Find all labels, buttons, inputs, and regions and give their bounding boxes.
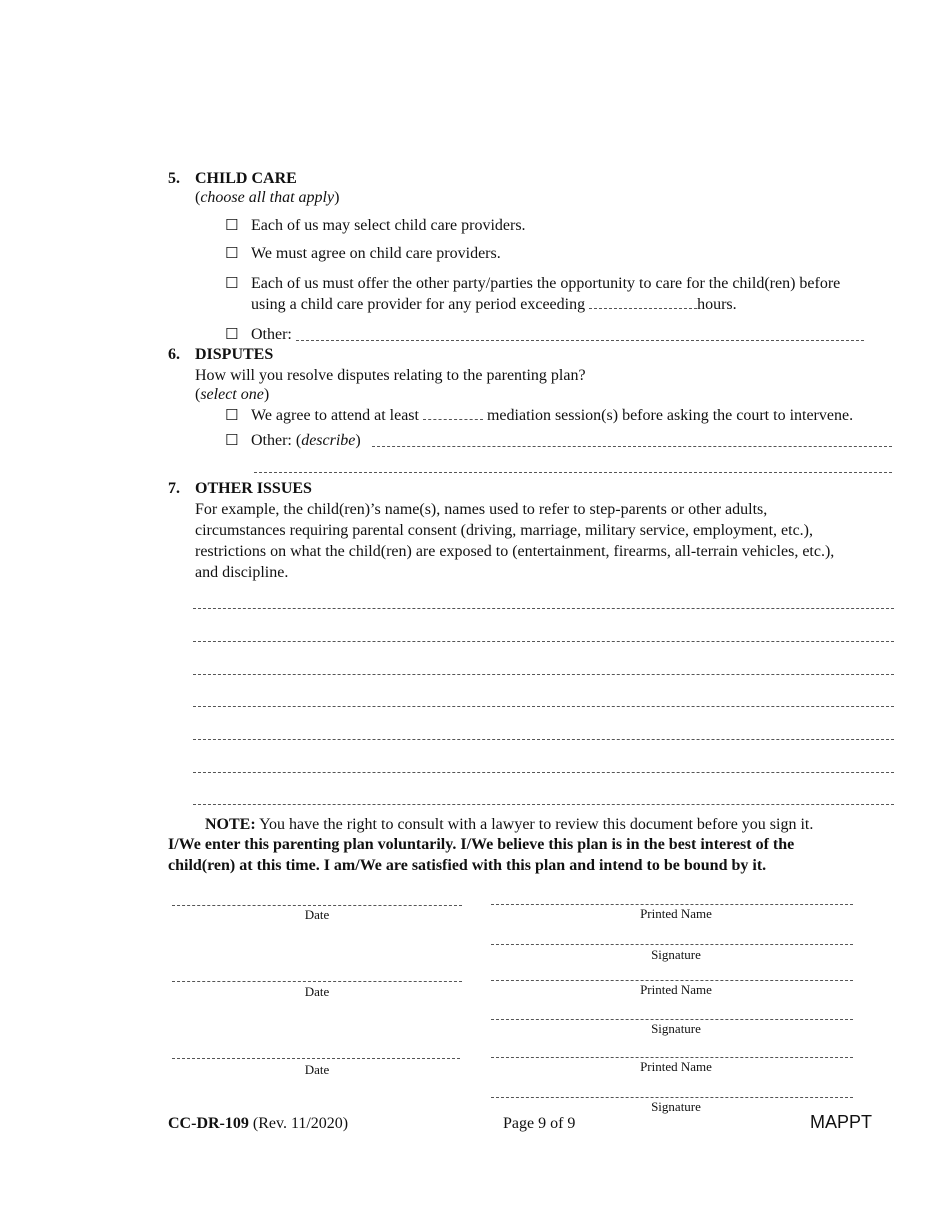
date-field-3[interactable] xyxy=(172,1058,460,1059)
signature-field-1[interactable] xyxy=(491,944,853,945)
section-7-description-line4: and discipline. xyxy=(195,564,289,581)
printed-name-label-2: Printed Name xyxy=(640,982,712,997)
signature-field-2[interactable] xyxy=(491,1019,853,1020)
option-disputes-other-label: Other: (describe) xyxy=(251,432,361,449)
footer-page-number: Page 9 of 9 xyxy=(503,1115,576,1132)
signature-label-1: Signature xyxy=(651,947,701,962)
checkbox-select-providers[interactable]: ☐ xyxy=(225,216,239,234)
option-select-providers-label: Each of us may select child care providers. xyxy=(251,217,526,234)
disputes-other-field-line2[interactable] xyxy=(254,472,892,473)
mediation-sessions-field[interactable] xyxy=(423,405,483,420)
option-offer-care-line2: using a child care provider for any period exceeding hours. xyxy=(251,296,737,313)
date-label-1: Date xyxy=(304,907,330,922)
printed-name-field-3[interactable] xyxy=(491,1057,853,1058)
note-text: NOTE: You have the right to consult with a lawyer to review this document before you sign it. xyxy=(205,816,814,833)
checkbox-agree-providers[interactable]: ☐ xyxy=(225,244,239,262)
other-issues-line[interactable] xyxy=(193,674,894,675)
childcare-other-field[interactable] xyxy=(296,340,864,341)
section-6-instruction: (select one) xyxy=(195,386,270,403)
option-agree-providers-label: We must agree on child care providers. xyxy=(251,245,501,262)
section-6-title: DISPUTES xyxy=(195,346,274,363)
option-childcare-other-label: Other: xyxy=(251,326,292,343)
disputes-other-field[interactable] xyxy=(372,446,892,447)
other-issues-line[interactable] xyxy=(193,608,894,609)
section-7-number: 7. xyxy=(168,480,180,497)
checkbox-offer-care[interactable]: ☐ xyxy=(225,274,239,292)
statement-line1: I/We enter this parenting plan voluntarily. I/We believe this plan is in the best interest of the xyxy=(168,836,795,853)
footer-form-id: CC-DR-109 (Rev. 11/2020) xyxy=(168,1115,349,1132)
section-7-description-line3: restrictions on what the child(ren) are exposed to (entertainment, firearms, all-terrain vehicles, etc.), xyxy=(195,543,835,560)
date-field-2[interactable] xyxy=(172,981,462,982)
other-issues-line[interactable] xyxy=(193,772,894,773)
statement-line2: child(ren) at this time. I am/We are satisfied with this plan and intend to be bound by it. xyxy=(168,857,767,874)
footer-form-code: MAPPT xyxy=(810,1112,873,1132)
section-5-number: 5. xyxy=(168,170,180,187)
section-6-question: How will you resolve disputes relating to the parenting plan? xyxy=(195,367,586,384)
other-issues-line[interactable] xyxy=(193,804,894,805)
date-label-2: Date xyxy=(304,984,330,999)
printed-name-label-1: Printed Name xyxy=(640,906,712,921)
printed-name-field-1[interactable] xyxy=(491,904,853,905)
section-5-title: CHILD CARE xyxy=(195,170,297,187)
section-7-description-line1: For example, the child(ren)’s name(s), names used to refer to step-parents or other adults, xyxy=(195,501,768,518)
checkbox-disputes-other[interactable]: ☐ xyxy=(225,431,239,449)
other-issues-line[interactable] xyxy=(193,706,894,707)
printed-name-field-2[interactable] xyxy=(491,980,853,981)
other-issues-line[interactable] xyxy=(193,641,894,642)
hours-field[interactable] xyxy=(589,294,697,309)
signature-label-2: Signature xyxy=(651,1021,701,1036)
printed-name-label-3: Printed Name xyxy=(640,1059,712,1074)
section-7-description-line2: circumstances requiring parental consent (driving, marriage, military service, employment, etc.), xyxy=(195,522,813,539)
section-6-number: 6. xyxy=(168,346,180,363)
checkbox-childcare-other[interactable]: ☐ xyxy=(225,325,239,343)
option-offer-care-label: Each of us must offer the other party/parties the opportunity to care for the child(ren) before xyxy=(251,275,841,292)
checkbox-mediation[interactable]: ☐ xyxy=(225,406,239,424)
section-5-instruction: (choose all that apply) xyxy=(195,189,340,206)
date-label-3: Date xyxy=(304,1062,330,1077)
section-7-title: OTHER ISSUES xyxy=(195,480,312,497)
signature-label-3: Signature xyxy=(651,1099,701,1114)
signature-field-3[interactable] xyxy=(491,1097,853,1098)
other-issues-line[interactable] xyxy=(193,739,894,740)
date-field-1[interactable] xyxy=(172,905,462,906)
option-mediation-label: We agree to attend at least mediation session(s) before asking the court to intervene. xyxy=(251,407,854,424)
